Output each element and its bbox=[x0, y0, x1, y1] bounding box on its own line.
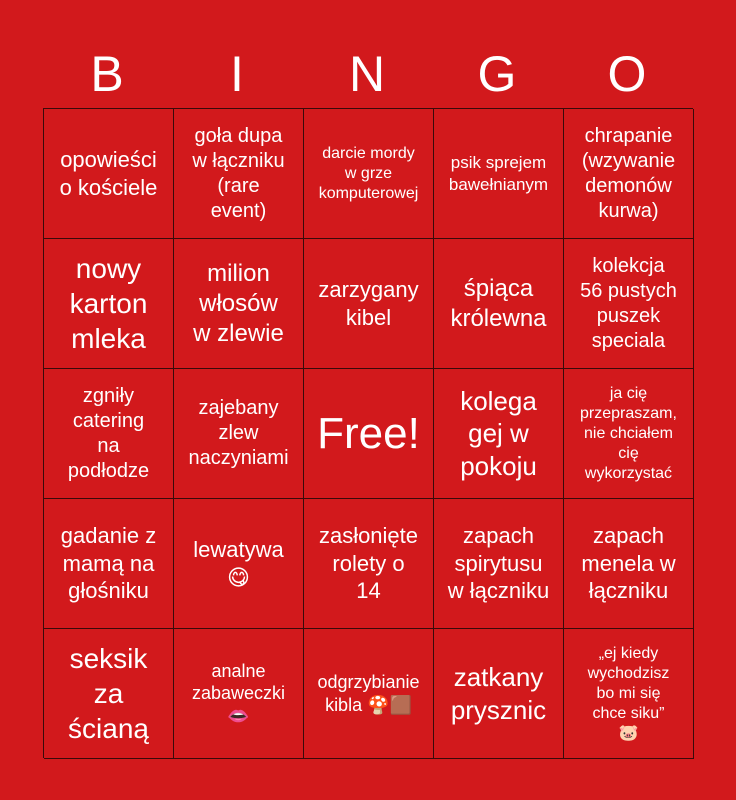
bingo-cell[interactable]: chrapanie (wzywanie demonów kurwa) bbox=[564, 109, 694, 239]
header-letter-b: B bbox=[90, 46, 126, 102]
bingo-cell[interactable]: ja cię przepraszam, nie chciałem cię wykorzystać bbox=[564, 369, 694, 499]
header-letter-n: N bbox=[348, 46, 388, 102]
bingo-cell[interactable]: gadanie z mamą na głośniku bbox=[44, 499, 174, 629]
bingo-grid bbox=[43, 108, 693, 758]
bingo-cell[interactable]: nowy karton mleka bbox=[44, 239, 174, 369]
bingo-cell[interactable]: seksik za ścianą bbox=[44, 629, 174, 759]
bingo-cell[interactable]: milion włosów w zlewie bbox=[174, 239, 304, 369]
bingo-cell[interactable]: „ej kiedy wychodzisz bo mi się chce siku” 🐷 bbox=[564, 629, 694, 759]
bingo-cell[interactable]: zatkany prysznic bbox=[434, 629, 564, 759]
header-letter-o: O bbox=[607, 46, 649, 102]
bingo-cell[interactable]: zarzygany kibel bbox=[304, 239, 434, 369]
bingo-cell[interactable]: darcie mordy w grze komputerowej bbox=[304, 109, 434, 239]
bingo-header bbox=[43, 40, 693, 108]
bingo-cell[interactable]: zasłonięte rolety o 14 bbox=[304, 499, 434, 629]
bingo-cell[interactable]: psik sprejem bawełnianym bbox=[434, 109, 564, 239]
bingo-cell[interactable]: goła dupa w łączniku (rare event) bbox=[174, 109, 304, 239]
bingo-cell[interactable]: kolega gej w pokoju bbox=[434, 369, 564, 499]
bingo-cell[interactable]: zapach menela w łączniku bbox=[564, 499, 694, 629]
bingo-cell[interactable]: lewatywa 😋 bbox=[174, 499, 304, 629]
header-letter-g: G bbox=[477, 46, 519, 102]
bingo-cell[interactable]: analne zabaweczki 👄 bbox=[174, 629, 304, 759]
bingo-cell[interactable]: zgniły catering na podłodze bbox=[44, 369, 174, 499]
bingo-cell[interactable]: zapach spirytusu w łączniku bbox=[434, 499, 564, 629]
header-letter-i: I bbox=[230, 46, 246, 102]
bingo-cell[interactable]: śpiąca królewna bbox=[434, 239, 564, 369]
bingo-cell[interactable]: zajebany zlew naczyniami bbox=[174, 369, 304, 499]
bingo-cell[interactable]: kolekcja 56 pustych puszek speciala bbox=[564, 239, 694, 369]
bingo-cell[interactable]: opowieści o kościele bbox=[44, 109, 174, 239]
bingo-cell-free[interactable]: Free! bbox=[304, 369, 434, 499]
bingo-cell[interactable]: odgrzybianie kibla 🍄🟫 bbox=[304, 629, 434, 759]
